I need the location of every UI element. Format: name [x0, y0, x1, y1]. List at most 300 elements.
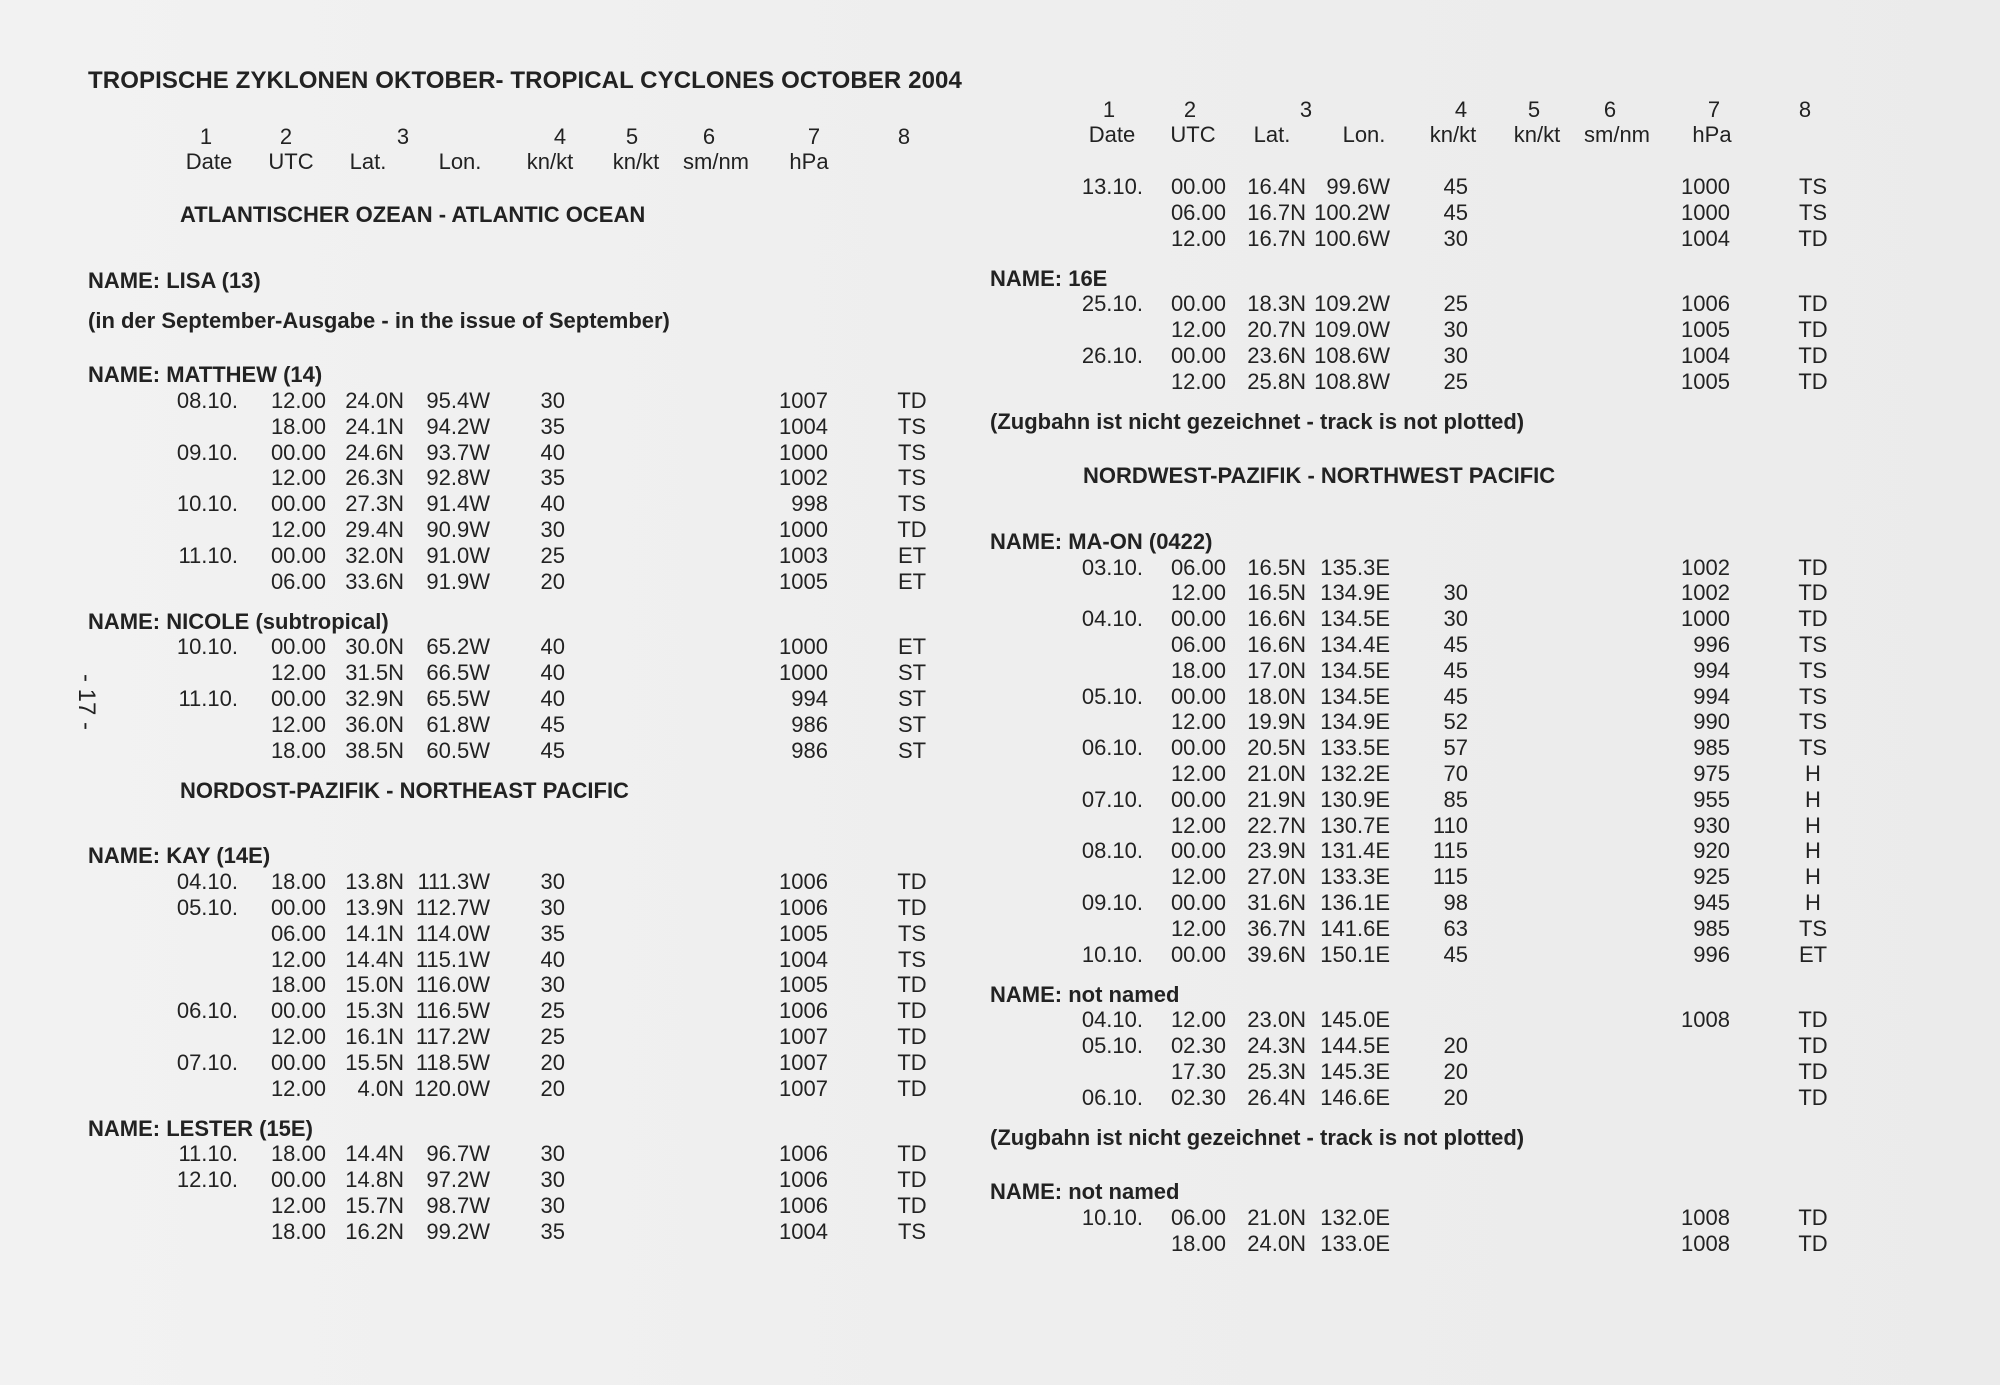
utc-cell: 00.00 [270, 685, 326, 711]
pressure-cell: 1008 [1681, 1204, 1730, 1230]
utc-cell: 00.00 [1170, 606, 1226, 632]
right-col-number-8: 8 [1798, 97, 1812, 122]
utc-cell: 02.30 [1170, 1033, 1226, 1059]
lat-cell: 14.1N [345, 920, 404, 946]
status-cell: TS [897, 920, 927, 946]
wind-cell: 45 [1443, 657, 1468, 683]
lat-cell: 29.4N [345, 516, 404, 542]
wind-cell: 45 [540, 737, 565, 763]
utc-cell: 00.00 [1170, 786, 1226, 812]
storm-name: NAME: KAY (14E) [88, 843, 271, 869]
left-col-label-6: kn/kt [612, 149, 660, 174]
lat-cell: 17.0N [1247, 657, 1306, 683]
pressure-cell: 1000 [779, 634, 828, 660]
status-cell: TS [1798, 199, 1828, 225]
utc-cell: 00.00 [1170, 735, 1226, 761]
utc-cell: 18.00 [270, 869, 326, 895]
lon-cell: 134.9E [1320, 580, 1390, 606]
wind-cell: 45 [1443, 631, 1468, 657]
wind-cell: 35 [540, 465, 565, 491]
utc-cell: 12.00 [270, 1023, 326, 1049]
wind-cell: 30 [540, 869, 565, 895]
pressure-cell: 1005 [1681, 317, 1730, 343]
status-cell: TS [897, 946, 927, 972]
lon-cell: 99.2W [426, 1218, 490, 1244]
lat-cell: 24.1N [345, 413, 404, 439]
section-heading: ATLANTISCHER OZEAN - ATLANTIC OCEAN [180, 202, 646, 228]
section-heading: NORDOST-PAZIFIK - NORTHEAST PACIFIC [180, 777, 629, 803]
left-col-label-5: kn/kt [526, 149, 574, 174]
date-cell: 05.10. [1081, 683, 1143, 709]
status-cell: TS [1798, 174, 1828, 199]
wind-cell: 35 [540, 413, 565, 439]
lat-cell: 31.6N [1247, 889, 1306, 915]
date-cell: 04.10. [176, 869, 238, 895]
utc-cell: 12.00 [270, 946, 326, 972]
page-title: TROPISCHE ZYKLONEN OKTOBER- TROPICAL CYCLONES OCTOBER 2004 [88, 67, 962, 94]
lat-cell: 27.3N [345, 491, 404, 517]
utc-cell: 18.00 [1170, 1230, 1226, 1256]
pressure-cell: 996 [1693, 941, 1730, 967]
left-col-number-5: 5 [625, 124, 639, 149]
wind-cell: 30 [540, 1167, 565, 1193]
wind-cell: 45 [1443, 174, 1468, 199]
status-cell: TD [897, 1023, 927, 1049]
utc-cell: 12.00 [1170, 580, 1226, 606]
pressure-cell: 1008 [1681, 1230, 1730, 1256]
status-cell: TD [897, 1192, 927, 1218]
pressure-cell: 1006 [779, 1192, 828, 1218]
lon-cell: 145.3E [1320, 1058, 1390, 1084]
lon-cell: 94.2W [426, 413, 490, 439]
pressure-cell: 1000 [1681, 174, 1730, 199]
lat-cell: 15.0N [345, 972, 404, 998]
status-cell: TD [1798, 1084, 1828, 1110]
utc-cell: 12.00 [270, 1192, 326, 1218]
pressure-cell: 1004 [779, 946, 828, 972]
utc-cell: 00.00 [1170, 174, 1226, 199]
wind-cell: 30 [1443, 580, 1468, 606]
utc-cell: 12.00 [1170, 317, 1226, 343]
right-col-label-5: kn/kt [1429, 122, 1477, 147]
utc-cell: 18.00 [1170, 657, 1226, 683]
utc-cell: 00.00 [270, 439, 326, 465]
lat-cell: 13.8N [345, 869, 404, 895]
right-col-number-6: 6 [1603, 97, 1617, 122]
lon-cell: 111.3W [417, 869, 490, 895]
date-cell: 06.10. [1081, 735, 1143, 761]
lat-cell: 33.6N [345, 568, 404, 594]
status-cell: TD [1798, 342, 1828, 368]
lat-cell: 16.1N [345, 1023, 404, 1049]
utc-cell: 06.00 [270, 920, 326, 946]
right-col-label-4: Lon. [1342, 122, 1386, 147]
date-cell: 05.10. [176, 894, 238, 920]
status-cell: TS [1798, 915, 1828, 941]
lat-cell: 24.0N [345, 387, 404, 413]
lon-cell: 109.2W [1314, 291, 1390, 317]
lon-cell: 141.6E [1320, 915, 1390, 941]
date-cell: 13.10. [1081, 174, 1143, 199]
pressure-cell: 1006 [1681, 291, 1730, 317]
storm-name: NAME: not named [990, 1178, 1180, 1204]
wind-cell: 35 [540, 920, 565, 946]
date-cell: 06.10. [1081, 1084, 1143, 1110]
lon-cell: 117.2W [415, 1023, 490, 1049]
status-cell: TD [897, 387, 927, 413]
utc-cell: 06.00 [1170, 631, 1226, 657]
pressure-cell: 985 [1693, 915, 1730, 941]
status-cell: TD [897, 869, 927, 895]
note-text: (Zugbahn ist nicht gezeichnet - track is not plotted) [990, 1124, 1525, 1150]
utc-cell: 00.00 [1170, 941, 1226, 967]
pressure-cell: 1006 [779, 894, 828, 920]
lon-cell: 108.8W [1314, 368, 1390, 394]
lon-cell: 133.3E [1320, 864, 1390, 890]
status-cell: ET [897, 568, 927, 594]
wind-cell: 35 [540, 1218, 565, 1244]
lon-cell: 60.5W [426, 737, 490, 763]
right-col-number-4: 4 [1454, 97, 1468, 122]
status-cell: TS [1798, 709, 1828, 735]
right-col-number-2: 2 [1183, 97, 1197, 122]
lon-cell: 93.7W [426, 439, 490, 465]
lon-cell: 90.9W [426, 516, 490, 542]
lat-cell: 23.9N [1247, 838, 1306, 864]
date-cell: 09.10. [1081, 889, 1143, 915]
utc-cell: 12.00 [1170, 864, 1226, 890]
status-cell: TS [897, 1218, 927, 1244]
pressure-cell: 994 [791, 685, 828, 711]
lat-cell: 18.0N [1247, 683, 1306, 709]
lon-cell: 132.0E [1320, 1204, 1390, 1230]
right-col-number-7: 7 [1707, 97, 1721, 122]
date-cell: 07.10. [1081, 786, 1143, 812]
date-cell: 12.10. [176, 1167, 238, 1193]
status-cell: TD [1798, 554, 1828, 580]
storm-name: NAME: 16E [990, 265, 1108, 291]
status-cell: ET [897, 634, 927, 660]
status-cell: TD [1798, 225, 1828, 251]
utc-cell: 18.00 [270, 972, 326, 998]
status-cell: ST [897, 685, 927, 711]
date-cell: 10.10. [176, 634, 238, 660]
status-cell: TS [1798, 631, 1828, 657]
wind-cell: 98 [1443, 889, 1468, 915]
lon-cell: 120.0W [414, 1075, 490, 1101]
lat-cell: 36.0N [345, 711, 404, 737]
wind-cell: 85 [1443, 786, 1468, 812]
lat-cell: 26.4N [1247, 1084, 1306, 1110]
lat-cell: 14.8N [345, 1167, 404, 1193]
status-cell: TD [1798, 1033, 1828, 1059]
lat-cell: 22.7N [1247, 812, 1306, 838]
lat-cell: 15.3N [345, 998, 404, 1024]
wind-cell: 40 [540, 439, 565, 465]
lat-cell: 16.5N [1247, 580, 1306, 606]
status-cell: H [1805, 838, 1821, 864]
date-cell: 10.10. [176, 491, 238, 517]
storm-name: NAME: MATTHEW (14) [88, 362, 323, 388]
status-cell: TD [1798, 291, 1828, 317]
utc-cell: 18.00 [270, 737, 326, 763]
status-cell: H [1805, 864, 1821, 890]
status-cell: TS [897, 491, 927, 517]
right-col-label-3: Lat. [1253, 122, 1291, 147]
status-cell: TD [1798, 1058, 1828, 1084]
status-cell: TD [897, 1049, 927, 1075]
pressure-cell: 1000 [779, 439, 828, 465]
status-cell: TD [897, 1167, 927, 1193]
pressure-cell: 1005 [1681, 368, 1730, 394]
lon-cell: 100.6W [1314, 225, 1390, 251]
wind-cell: 30 [540, 1192, 565, 1218]
lon-cell: 98.7W [426, 1192, 490, 1218]
lon-cell: 99.6W [1326, 174, 1390, 199]
lat-cell: 26.3N [345, 465, 404, 491]
date-cell: 10.10. [1081, 1204, 1143, 1230]
pressure-cell: 994 [1693, 657, 1730, 683]
section-heading: NORDWEST-PAZIFIK - NORTHWEST PACIFIC [1083, 462, 1556, 488]
pressure-cell: 986 [791, 711, 828, 737]
lat-cell: 16.2N [345, 1218, 404, 1244]
lon-cell: 145.0E [1320, 1007, 1390, 1033]
lat-cell: 15.7N [345, 1192, 404, 1218]
pressure-cell: 955 [1693, 786, 1730, 812]
lat-cell: 16.7N [1247, 199, 1306, 225]
lon-cell: 95.4W [426, 387, 490, 413]
right-col-label-6: kn/kt [1513, 122, 1561, 147]
lat-cell: 20.7N [1247, 317, 1306, 343]
status-cell: TS [897, 413, 927, 439]
utc-cell: 12.00 [1170, 368, 1226, 394]
wind-cell: 45 [1443, 683, 1468, 709]
wind-cell: 45 [540, 711, 565, 737]
wind-cell: 40 [540, 660, 565, 686]
status-cell: TD [897, 1075, 927, 1101]
utc-cell: 00.00 [270, 1049, 326, 1075]
date-cell: 26.10. [1081, 342, 1143, 368]
status-cell: TD [897, 972, 927, 998]
status-cell: TS [897, 465, 927, 491]
utc-cell: 00.00 [1170, 291, 1226, 317]
note-text: (Zugbahn ist nicht gezeichnet - track is not plotted) [990, 408, 1525, 434]
wind-cell: 25 [540, 542, 565, 568]
wind-cell: 30 [540, 516, 565, 542]
wind-cell: 57 [1443, 735, 1468, 761]
lat-cell: 32.0N [345, 542, 404, 568]
storm-name: NAME: not named [990, 981, 1180, 1007]
lat-cell: 16.6N [1247, 631, 1306, 657]
lon-cell: 133.0E [1320, 1230, 1390, 1256]
pressure-cell: 1000 [779, 660, 828, 686]
lat-cell: 36.7N [1247, 915, 1306, 941]
lon-cell: 134.4E [1320, 631, 1390, 657]
wind-cell: 52 [1443, 709, 1468, 735]
lat-cell: 20.5N [1247, 735, 1306, 761]
utc-cell: 00.00 [270, 998, 326, 1024]
lon-cell: 108.6W [1314, 342, 1390, 368]
utc-cell: 18.00 [270, 1141, 326, 1167]
lon-cell: 66.5W [426, 660, 490, 686]
lat-cell: 16.5N [1247, 554, 1306, 580]
lon-cell: 114.0W [415, 920, 490, 946]
lat-cell: 16.6N [1247, 606, 1306, 632]
storm-name: NAME: NICOLE (subtropical) [88, 608, 389, 634]
pressure-cell: 1005 [779, 920, 828, 946]
wind-cell: 30 [540, 972, 565, 998]
wind-cell: 115 [1432, 838, 1468, 864]
lon-cell: 136.1E [1320, 889, 1390, 915]
utc-cell: 06.00 [1170, 1204, 1226, 1230]
lon-cell: 130.7E [1320, 812, 1390, 838]
left-col-number-4: 4 [553, 124, 567, 149]
right-col-label-8: hPa [1692, 122, 1732, 147]
date-cell: 04.10. [1081, 606, 1143, 632]
lat-cell: 21.0N [1247, 1204, 1306, 1230]
status-cell: H [1805, 786, 1821, 812]
left-col-label-4: Lon. [438, 149, 482, 174]
left-col-label-3: Lat. [349, 149, 387, 174]
lat-cell: 18.3N [1247, 291, 1306, 317]
utc-cell: 02.30 [1170, 1084, 1226, 1110]
utc-cell: 00.00 [1170, 838, 1226, 864]
left-col-number-6: 6 [702, 124, 716, 149]
date-cell: 03.10. [1081, 554, 1143, 580]
wind-cell: 25 [1443, 291, 1468, 317]
left-col-number-8: 8 [897, 124, 911, 149]
utc-cell: 18.00 [270, 1218, 326, 1244]
date-cell: 07.10. [176, 1049, 238, 1075]
status-cell: TS [1798, 683, 1828, 709]
status-cell: TS [897, 439, 927, 465]
utc-cell: 06.00 [1170, 554, 1226, 580]
utc-cell: 00.00 [270, 894, 326, 920]
pressure-cell: 925 [1693, 864, 1730, 890]
status-cell: TD [1798, 606, 1828, 632]
lon-cell: 144.5E [1320, 1033, 1390, 1059]
storm-name: NAME: MA-ON (0422) [990, 528, 1213, 554]
status-cell: TD [897, 894, 927, 920]
utc-cell: 00.00 [270, 491, 326, 517]
wind-cell: 110 [1432, 812, 1468, 838]
left-col-number-1: 1 [199, 124, 213, 149]
utc-cell: 00.00 [270, 542, 326, 568]
lat-cell: 24.3N [1247, 1033, 1306, 1059]
wind-cell: 30 [1443, 317, 1468, 343]
lat-cell: 32.9N [345, 685, 404, 711]
wind-cell: 30 [540, 1141, 565, 1167]
wind-cell: 115 [1432, 864, 1468, 890]
pressure-cell: 1008 [1681, 1007, 1730, 1033]
utc-cell: 18.00 [270, 413, 326, 439]
wind-cell: 63 [1443, 915, 1468, 941]
pressure-cell: 1004 [1681, 342, 1730, 368]
utc-cell: 12.00 [1170, 1007, 1226, 1033]
lon-cell: 112.7W [415, 894, 490, 920]
date-cell: 11.10. [178, 685, 238, 711]
status-cell: H [1805, 760, 1821, 786]
pressure-cell: 975 [1693, 760, 1730, 786]
pressure-cell: 1000 [1681, 606, 1730, 632]
lon-cell: 132.2E [1320, 760, 1390, 786]
wind-cell: 40 [540, 634, 565, 660]
right-col-number-1: 1 [1102, 97, 1116, 122]
lon-cell: 61.8W [426, 711, 490, 737]
lon-cell: 134.5E [1320, 606, 1390, 632]
lon-cell: 96.7W [426, 1141, 490, 1167]
pressure-cell: 1000 [1681, 199, 1730, 225]
lon-cell: 146.6E [1320, 1084, 1390, 1110]
status-cell: TD [1798, 1204, 1828, 1230]
pressure-cell: 994 [1693, 683, 1730, 709]
utc-cell: 06.00 [270, 568, 326, 594]
lon-cell: 134.5E [1320, 683, 1390, 709]
wind-cell: 70 [1443, 760, 1468, 786]
left-col-number-7: 7 [807, 124, 821, 149]
pressure-cell: 996 [1693, 631, 1730, 657]
lat-cell: 23.0N [1247, 1007, 1306, 1033]
status-cell: TS [1798, 657, 1828, 683]
lon-cell: 109.0W [1314, 317, 1390, 343]
lon-cell: 65.5W [426, 685, 490, 711]
status-cell: ET [897, 542, 927, 568]
lat-cell: 14.4N [345, 1141, 404, 1167]
pressure-cell: 1002 [779, 465, 828, 491]
status-cell: H [1805, 889, 1821, 915]
wind-cell: 25 [540, 1023, 565, 1049]
wind-cell: 25 [1443, 368, 1468, 394]
right-col-label-7: sm/nm [1584, 122, 1650, 147]
lon-cell: 135.3E [1320, 554, 1390, 580]
utc-cell: 00.00 [270, 1167, 326, 1193]
status-cell: TD [1798, 1007, 1828, 1033]
pressure-cell: 985 [1693, 735, 1730, 761]
lon-cell: 91.4W [426, 491, 490, 517]
wind-cell: 30 [540, 387, 565, 413]
pressure-cell: 1007 [779, 1049, 828, 1075]
status-cell: TD [897, 998, 927, 1024]
lat-cell: 16.4N [1247, 174, 1306, 199]
lat-cell: 39.6N [1247, 941, 1306, 967]
utc-cell: 12.00 [1170, 760, 1226, 786]
date-cell: 11.10. [178, 1141, 238, 1167]
lon-cell: 116.0W [415, 972, 490, 998]
lat-cell: 21.0N [1247, 760, 1306, 786]
lon-cell: 134.9E [1320, 709, 1390, 735]
lat-cell: 14.4N [345, 946, 404, 972]
date-cell: 08.10. [176, 387, 238, 413]
right-col-label-2: UTC [1170, 122, 1216, 147]
utc-cell: 06.00 [1170, 199, 1226, 225]
pressure-cell: 1006 [779, 998, 828, 1024]
lat-cell: 27.0N [1247, 864, 1306, 890]
lon-cell: 97.2W [426, 1167, 490, 1193]
lat-cell: 24.6N [345, 439, 404, 465]
lon-cell: 92.8W [426, 465, 490, 491]
date-cell: 09.10. [176, 439, 238, 465]
status-cell: TD [1798, 580, 1828, 606]
lon-cell: 116.5W [415, 998, 490, 1024]
utc-cell: 12.00 [1170, 225, 1226, 251]
status-cell: TD [1798, 1230, 1828, 1256]
wind-cell: 20 [1443, 1084, 1468, 1110]
wind-cell: 25 [540, 998, 565, 1024]
utc-cell: 17.30 [1170, 1058, 1226, 1084]
lat-cell: 21.9N [1247, 786, 1306, 812]
left-col-label-2: UTC [268, 149, 314, 174]
utc-cell: 00.00 [1170, 342, 1226, 368]
